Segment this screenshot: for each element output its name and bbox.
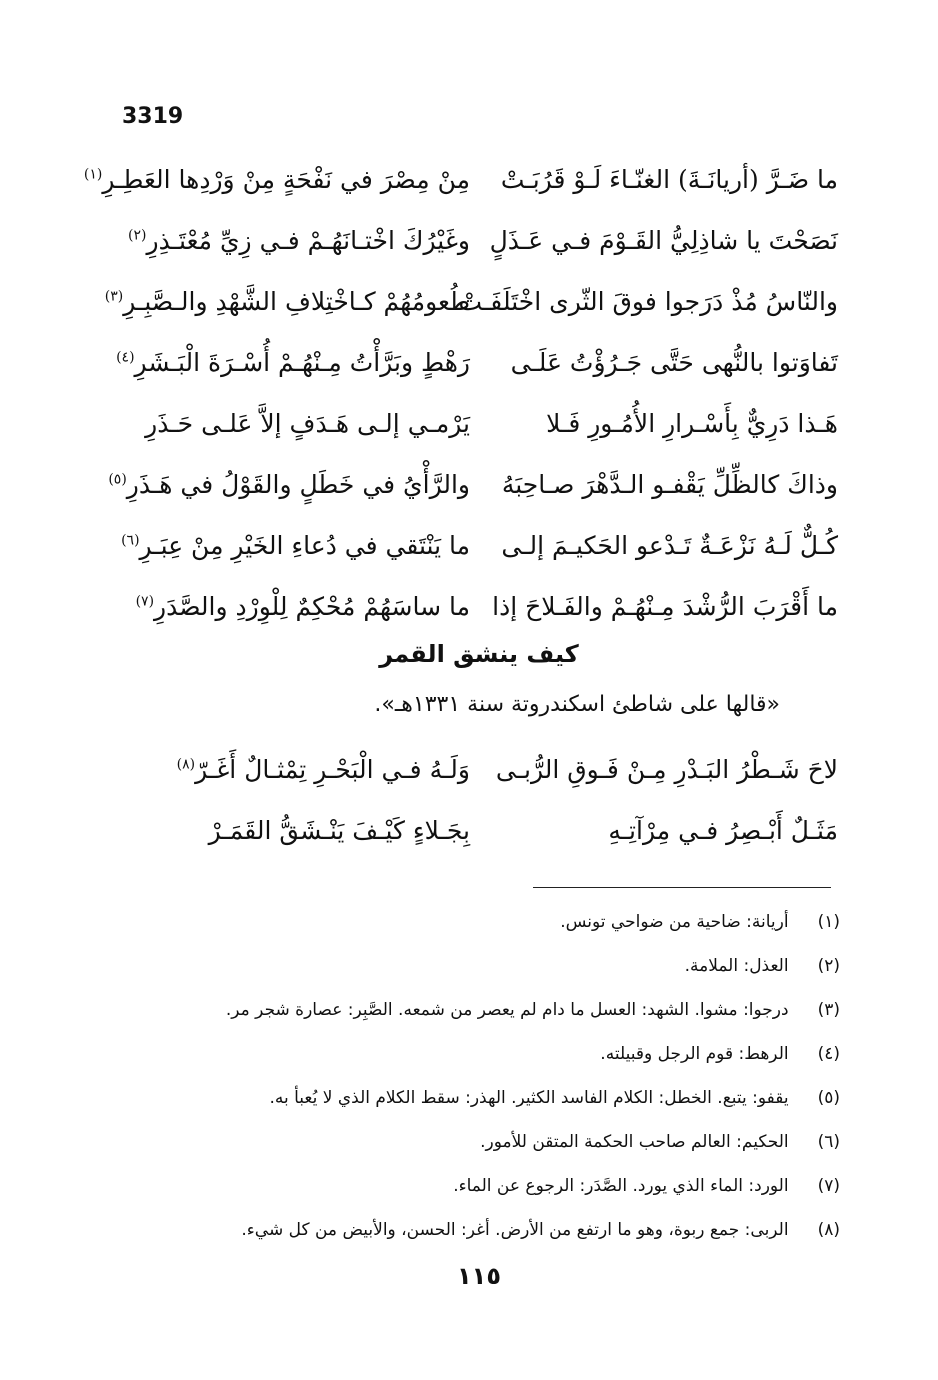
verse-line — [120, 216, 838, 266]
second-hemistich — [83, 155, 470, 205]
footnote-text: الربى: جمع ربوة، وهو ما ارتفع من الأرض. أغر: الحسن، والأبيض من كل شيء. — [241, 1220, 789, 1240]
second-hemistich — [120, 806, 470, 856]
second-hemistich — [120, 216, 470, 266]
footnote-number: (١) — [817, 912, 840, 932]
hemistich-text: والرَّأْيُ في خَطَلٍ والقَوْلُ في هَـذَرِ — [126, 470, 470, 499]
second-hemistich — [120, 521, 470, 571]
footnote-ref: (١) — [83, 166, 103, 183]
first-hemistich: وذاكَ كالظِّلِّ يَقْفـو الـدَّهْرَ صـاحِبَهُ — [501, 470, 838, 499]
footnote-ref: (٧) — [135, 593, 155, 610]
hemistich-text: بِجَـلاءٍ كَيْـفَ يَنْـشَقُّ القَمَـرْ — [208, 816, 470, 845]
hemistich-text: وغَيْرُكَ اخْتـانَهُـمْ فـي زِيِّ مُعْتَـذِرِ — [146, 226, 470, 255]
footnote-item — [120, 900, 840, 944]
page-number-bottom: ١١٥ — [457, 1262, 501, 1290]
verse-line — [120, 806, 838, 856]
verse-line — [108, 460, 838, 510]
footnote-ref: (٢) — [128, 227, 147, 244]
second-hemistich — [104, 277, 470, 327]
footnote-text: يقفو: يتبع. الخطل: الكلام الفاسد الكثير. الهذر: سقط الكلام الذي لا يُعبأ به. — [269, 1088, 789, 1108]
first-hemistich: ما ضَـرَّ (أريانَـةَ) الغنّـاءَ لَـوْ قَرُبَـتْ — [500, 165, 838, 194]
footnote-number: (٧) — [817, 1176, 840, 1196]
footnote-ref: (٣) — [104, 288, 124, 305]
footnote-ref: (٨) — [176, 756, 196, 773]
second-hemistich — [120, 582, 470, 632]
footnote-ref: (٤) — [116, 349, 135, 366]
first-hemistich: والنّاسُ مُذْ دَرَجوا فوقَ الثّرى اخْتَلَفَـتْ — [458, 287, 838, 316]
hemistich-text: طُعومُهُمْ كـاخْتِلافِ الشَّهْدِ والـصَّبِـرِ — [123, 287, 470, 316]
second-hemistich — [120, 745, 470, 795]
first-hemistich: كُـلٌّ لَـهُ نَزْعَـةٌ تَـدْعو الحَكيـمَ إلـى — [501, 531, 838, 560]
footnote-number: (٣) — [817, 1000, 840, 1020]
verse-line — [120, 521, 838, 571]
poem-note: «قالها على شاطئ اسكندروتة سنة ١٣٣١هـ». — [374, 692, 780, 717]
footnote-number: (٨) — [817, 1220, 840, 1240]
hemistich-text: وَلَـهُ فـي الْبَحْـرِ تِمْثـالٌ أَغَـرّ — [195, 755, 470, 784]
verse-line — [120, 745, 838, 795]
second-hemistich — [108, 460, 470, 510]
verse-line — [120, 582, 838, 632]
page-number-top: 3319 — [122, 104, 184, 129]
footnote-item — [120, 1120, 840, 1164]
footnotes — [120, 900, 840, 1252]
footnote-item — [120, 1076, 840, 1120]
footnote-ref: (٦) — [121, 532, 140, 549]
footnote-item — [120, 1032, 840, 1076]
hemistich-text: مِنْ مِصْرَ في نَفْحَةٍ مِنْ وَرْدِها العَطِـرِ — [102, 165, 470, 194]
first-hemistich: نَصَحْتَ يا شاذِلِيُّ القَـوْمَ فـي عَـذَلٍ — [489, 226, 838, 255]
verse-line — [83, 155, 838, 205]
hemistich-text: يَرْمـي إلـى هَـدَفٍ إلاَّ عَلـى حَـذَرِ — [145, 409, 470, 438]
footnote-text: أريانة: ضاحية من ضواحي تونس. — [560, 912, 789, 932]
footnote-number: (٢) — [817, 956, 840, 976]
footnote-text: الحكيم: العالم صاحب الحكمة المتقن للأمور. — [480, 1132, 789, 1152]
footnote-divider — [533, 887, 831, 888]
first-hemistich: مَثَـلٌ أَبْـصِرُ فـي مِرْآتِـهِ — [608, 816, 838, 845]
first-hemistich: هَـذا دَرِيٌّ بِأَسْـرارِ الأُمُـورِ فَـلا — [546, 409, 838, 438]
verse-line — [104, 277, 838, 327]
footnote-text: الرهط: قوم الرجل وقبيلته. — [600, 1044, 789, 1064]
footnote-text: درجوا: مشوا. الشهد: العسل ما دام لم يعصر من شمعه. الصَّبِر: عصارة شجر مر. — [225, 1000, 789, 1020]
footnote-number: (٥) — [817, 1088, 840, 1108]
first-hemistich: تَفاوَتوا بالنُّهى حَتَّى جَـرُؤْتُ عَلَـى — [510, 348, 838, 377]
footnote-item — [120, 988, 840, 1032]
footnote-number: (٤) — [817, 1044, 840, 1064]
footnote-text: الورد: الماء الذي يورد. الصَّدَر: الرجوع عن الماء. — [453, 1176, 789, 1196]
second-hemistich — [120, 399, 470, 449]
footnote-number: (٦) — [817, 1132, 840, 1152]
hemistich-text: ما ساسَهُمْ مُحْكِمٌ لِلْوِرْدِ والصَّدَرِ — [154, 592, 470, 621]
hemistich-text: ما يَنْتَقي في دُعاءِ الخَيْرِ مِنْ عِبَـرِ — [139, 531, 470, 560]
first-hemistich: ما أَقْرَبَ الرُّشْدَ مِـنْهُـمْ والفَـلاحَ إذا — [492, 592, 838, 621]
footnote-text: العذل: الملامة. — [684, 956, 789, 976]
first-hemistich: لاحَ شَـطْرُ البَـدْرِ مِـنْ فَـوقِ الرُّبـى — [495, 755, 838, 784]
verse-line — [116, 338, 838, 388]
second-hemistich — [116, 338, 470, 388]
footnote-item — [120, 944, 840, 988]
verse-line — [120, 399, 838, 449]
poem-title: كيف ينشق القمر — [379, 640, 579, 668]
footnote-item — [120, 1208, 840, 1252]
footnote-ref: (٥) — [108, 471, 127, 488]
hemistich-text: رَهْطٍ وبَرَّأْتُ مِـنْهُـمْ أُسْـرَةَ الْبَـشَرِ — [134, 348, 470, 377]
footnote-item — [120, 1164, 840, 1208]
